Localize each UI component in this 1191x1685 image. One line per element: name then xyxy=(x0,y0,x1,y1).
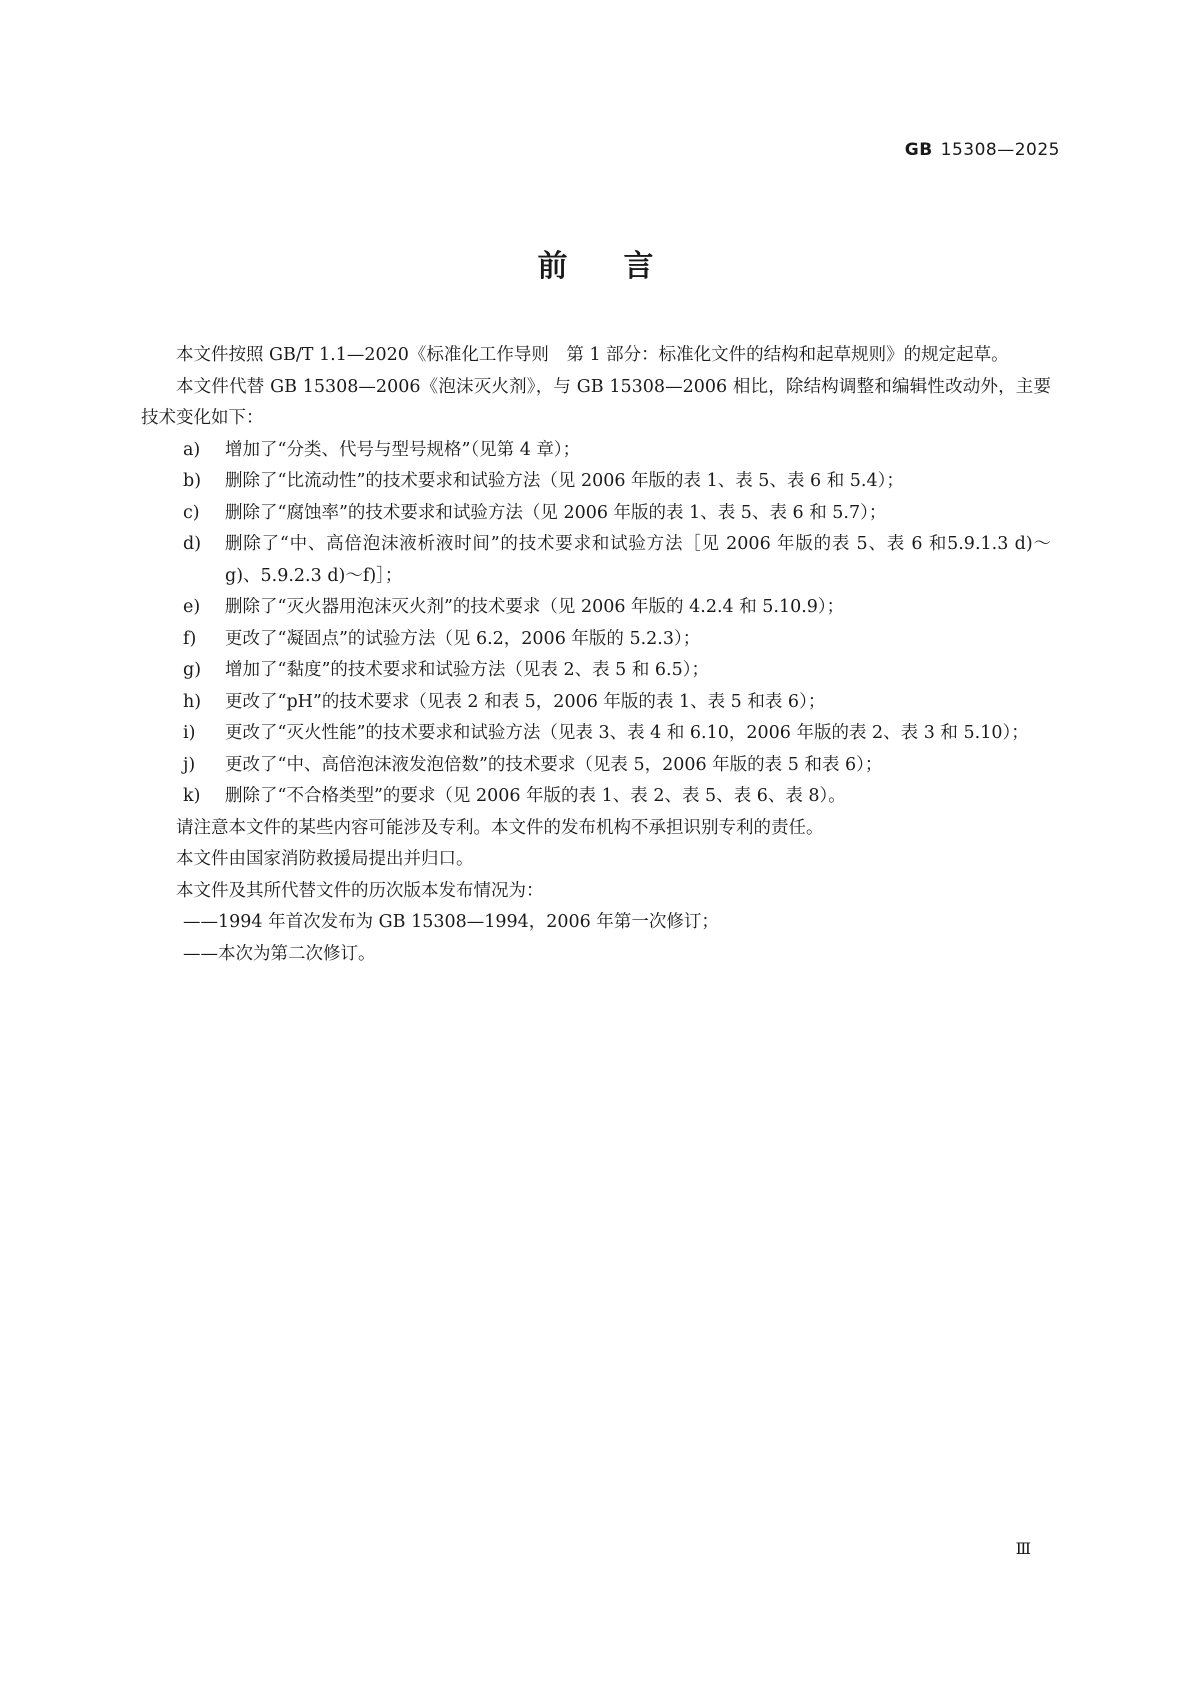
standard-code: 15308—2025 xyxy=(940,140,1060,160)
standard-prefix: GB xyxy=(904,140,933,160)
list-item xyxy=(141,750,1051,782)
list-item-text: 删除了“不合格类型”的要求（见 2006 年版的表 1、表 2、表 5、表 6、表 8）。 xyxy=(225,786,846,806)
list-item xyxy=(141,781,1051,813)
list-marker: a) xyxy=(183,439,201,460)
list-item-text: 删除了“灭火器用泡沫灭火剂”的技术要求（见 2006 年版的 4.2.4 和 5.10.9）； xyxy=(225,597,845,617)
list-marker: j) xyxy=(183,754,196,775)
list-item-text: 增加了“分类、代号与型号规格”（见第 4 章）； xyxy=(225,439,581,460)
history-item: ——本次为第二次修订。 xyxy=(183,943,376,964)
history-item: ——1994 年首次发布为 GB 15308—1994，2006 年第一次修订； xyxy=(183,912,719,932)
list-item xyxy=(141,624,1051,656)
list-marker: b) xyxy=(183,471,202,491)
list-item xyxy=(141,498,1051,530)
list-item-text: 删除了“中、高倍泡沫液析液时间”的技术要求和试验方法［见 2006 年版的表 5、表 6 和5.9.1.3 d)～g)、5.9.2.3 d)～f)］； xyxy=(225,534,1051,586)
list-marker: c) xyxy=(183,502,200,523)
replacement-statement: 本文件代替 GB 15308—2006《泡沫灭火剂》，与 GB 15308—2006 相比，除结构调整和编辑性改动外，主要技术变化如下： xyxy=(141,376,1051,428)
list-marker: d) xyxy=(183,534,202,554)
list-item-text: 删除了“比流动性”的技术要求和试验方法（见 2006 年版的表 1、表 5、表 6 和 5.4）； xyxy=(225,471,904,491)
standard-number xyxy=(905,140,1060,160)
list-item-text: 更改了“pH”的技术要求（见表 2 和表 5，2006 年版的表 1、表 5 和表 6）； xyxy=(225,691,826,712)
list-item xyxy=(141,529,1051,592)
list-item xyxy=(141,466,1051,498)
list-marker: e) xyxy=(183,597,201,617)
list-item xyxy=(141,435,1051,467)
list-item-text: 增加了“黏度”的技术要求和试验方法（见表 2、表 5 和 6.5）； xyxy=(225,660,709,680)
list-marker: h) xyxy=(183,691,202,712)
list-marker: i) xyxy=(183,723,196,743)
list-marker: k) xyxy=(183,786,201,806)
proposer-statement: 本文件由国家消防救援局提出并归口。 xyxy=(176,849,474,869)
list-item xyxy=(141,718,1051,750)
list-marker: g) xyxy=(183,660,202,680)
list-marker: f) xyxy=(183,628,197,649)
list-item-text: 更改了“灭火性能”的技术要求和试验方法（见表 3、表 4 和 6.10，2006 年版的表 2、表 3 和 5.10）； xyxy=(225,723,1029,743)
list-item xyxy=(141,655,1051,687)
drafting-statement: 本文件按照 GB/T 1.1—2020《标准化工作导则 第 1 部分：标准化文件的结构和起草规则》的规定起草。 xyxy=(176,345,1009,365)
list-item-text: 删除了“腐蚀率”的技术要求和试验方法（见 2006 年版的表 1、表 5、表 6 和 5.7）； xyxy=(225,502,887,523)
history-intro: 本文件及其所代替文件的历次版本发布情况为： xyxy=(176,880,544,901)
page-number: Ⅲ xyxy=(1015,1539,1031,1558)
page-title: 前言 xyxy=(537,249,710,284)
list-item xyxy=(141,592,1051,624)
list-item-text: 更改了“中、高倍泡沫液发泡倍数”的技术要求（见表 5，2006 年版的表 5 和表 6）； xyxy=(225,754,883,775)
list-item-text: 更改了“凝固点”的试验方法（见 6.2，2006 年版的 5.2.3）； xyxy=(225,628,701,649)
changes-list xyxy=(141,435,1051,813)
document-body xyxy=(141,340,1051,970)
patent-notice: 请注意本文件的某些内容可能涉及专利。本文件的发布机构不承担识别专利的责任。 xyxy=(176,817,824,838)
list-item xyxy=(141,687,1051,719)
